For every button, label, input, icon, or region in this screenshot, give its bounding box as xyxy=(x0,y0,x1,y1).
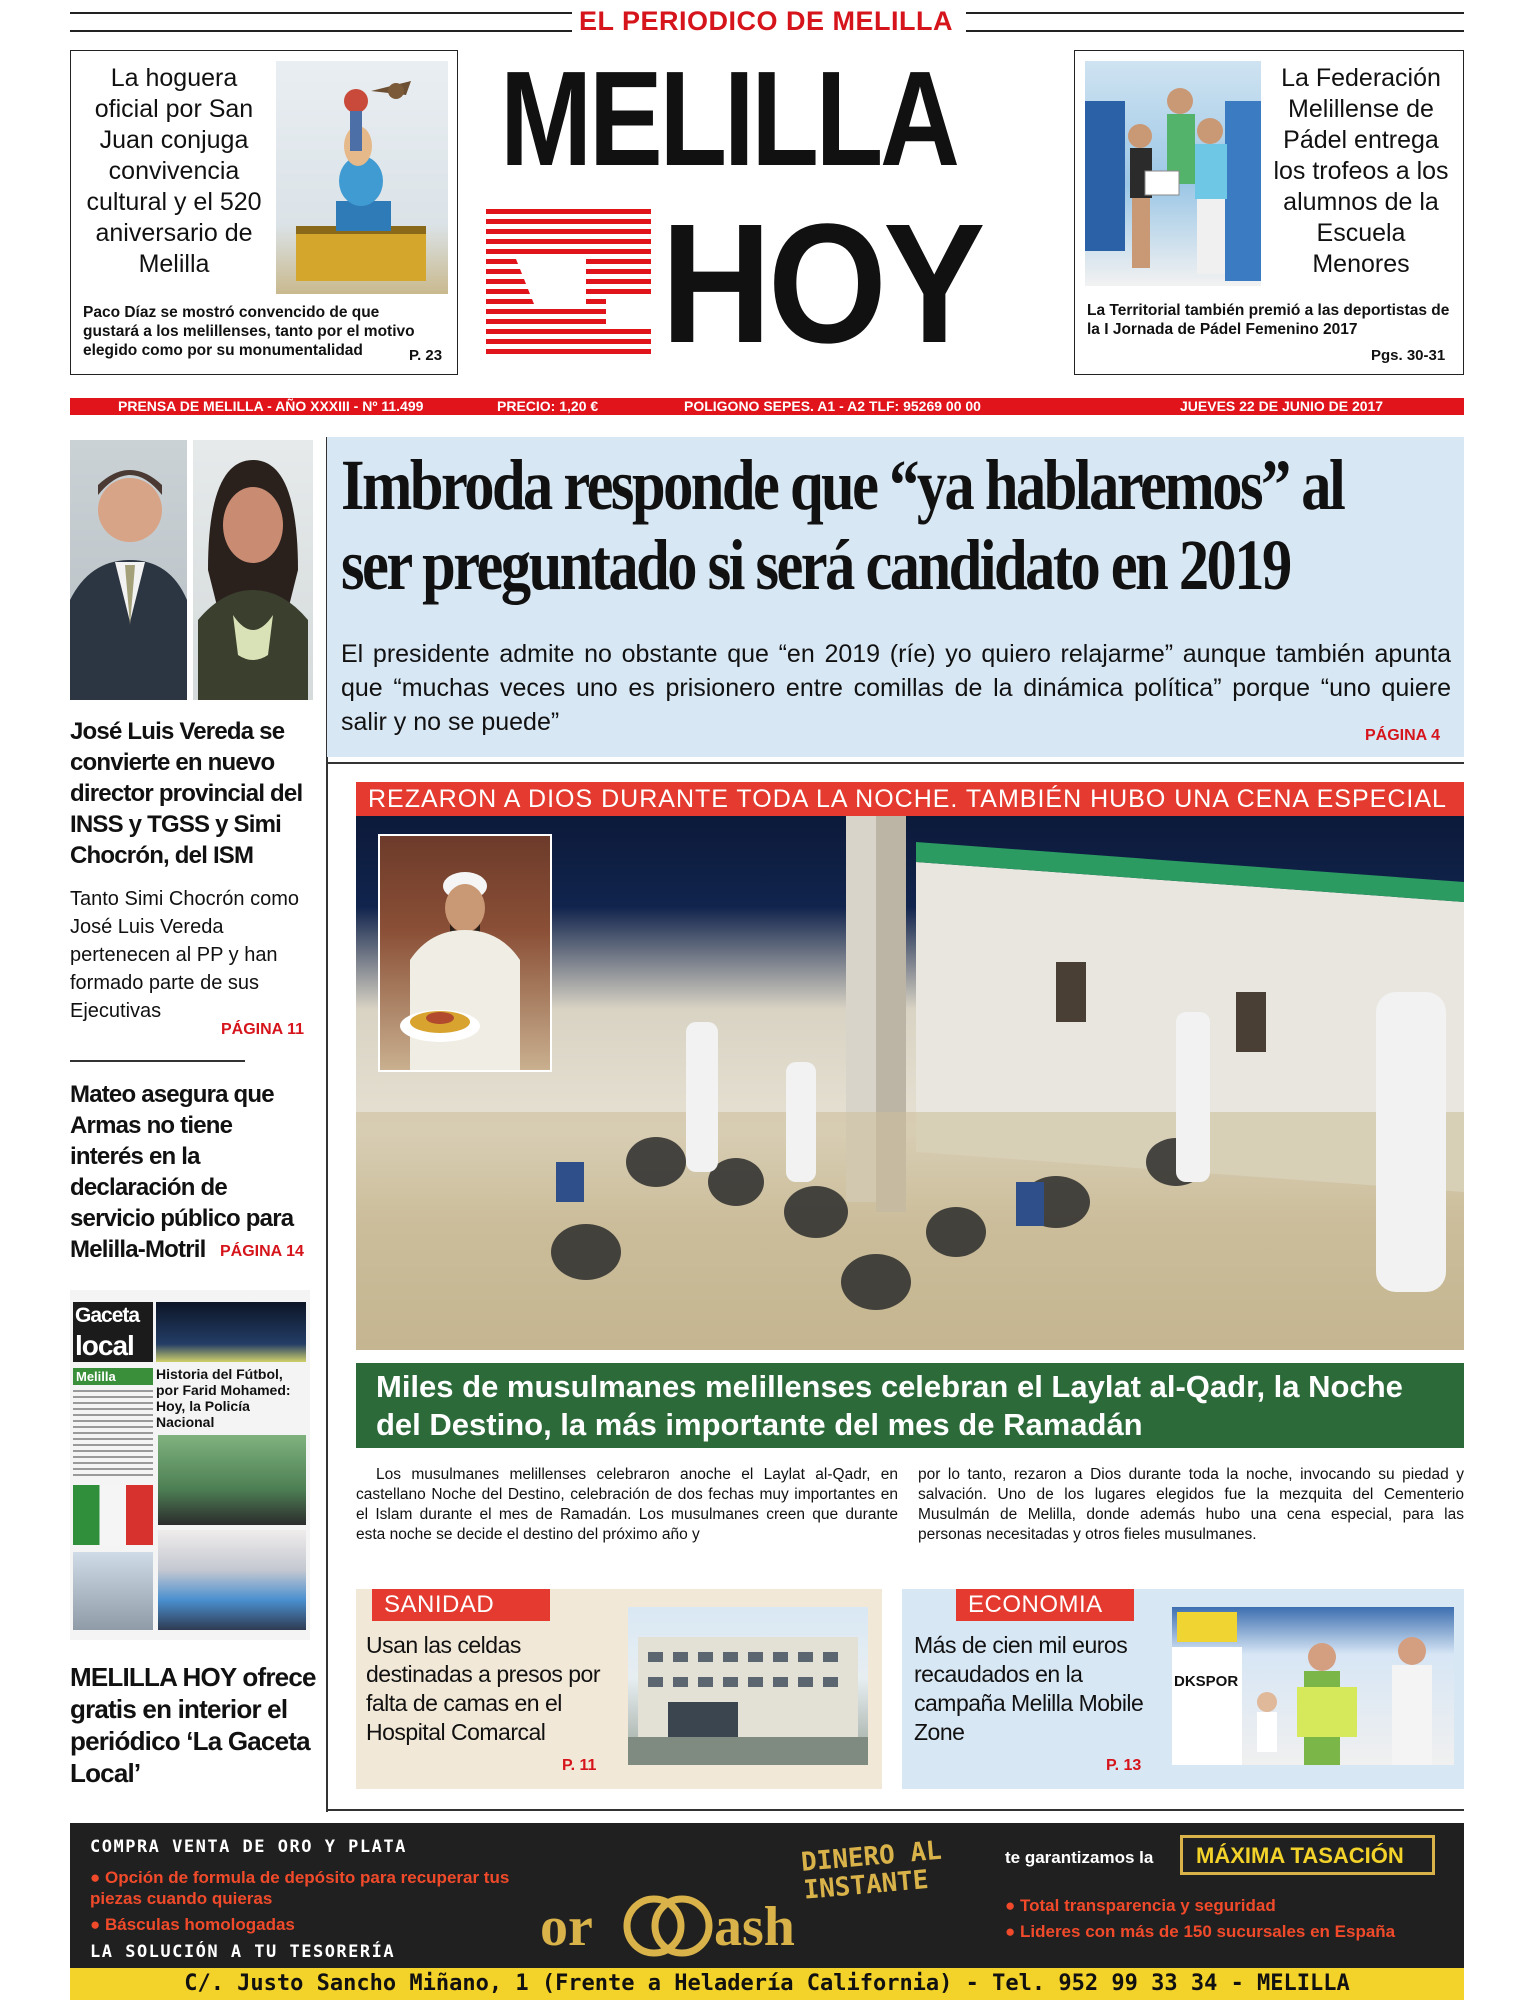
ad-guarantee: te garantizamos la xyxy=(1005,1848,1154,1867)
teaser-left-page: P. 23 xyxy=(409,347,443,364)
main-headline-line1: Imbroda responde que “ya hablaremos” al xyxy=(341,445,1344,525)
orocash-advertisement[interactable] xyxy=(70,1823,1464,2000)
vereda-photo xyxy=(70,440,187,700)
bullet-dot-icon: ● xyxy=(90,1868,105,1887)
sidebar-story1-headline[interactable]: José Luis Vereda se convierte en nuevo director provincial del INSS y TGSS y Simi Chocrón, del ISM xyxy=(70,718,303,869)
gaceta-name-bottom: local xyxy=(75,1330,134,1361)
bullet-dot-icon: ● xyxy=(1005,1922,1020,1941)
economia-story[interactable] xyxy=(902,1589,1464,1789)
ad-bullet3-text: Total transparencia y seguridad xyxy=(1020,1896,1276,1915)
gaceta-night-photo xyxy=(156,1302,306,1362)
tagline: EL PERIODICO DE MELILLA xyxy=(578,6,954,36)
hospital-building-icon xyxy=(628,1607,868,1765)
gaceta-melilla-label: Melilla xyxy=(73,1368,153,1385)
ad-line2: LA SOLUCIÓN A TU TESORERÍA xyxy=(90,1942,396,1962)
feature-headline[interactable]: Miles de musulmanes melillenses celebran el Laylat al-Qadr, la Noche del Destino, la más importante del mes de Ramadán xyxy=(356,1363,1464,1448)
ad-bullet2 xyxy=(90,1914,295,1935)
teaser-left-subtitle: Paco Díaz se mostró convencido de que gustará a los melillenses, tanto por el motivo elegido como por su monumentalidad xyxy=(83,304,415,359)
sidebar-rule-1 xyxy=(70,1060,245,1062)
feature-body-col2: por lo tanto, rezaron a Dios durante toda la noche, invocando su piedad y salvación. Uno de los lugares elegidos fue la mezquita del Cementerio Musulmán de Melilla, donde además hubo una cena especial, para las personas necesitadas y otros fieles musulmanes. xyxy=(918,1466,1464,1543)
feature-kicker: REZARON A DIOS DURANTE TODA LA NOCHE. TAMBIÉN HUBO UNA CENA ESPECIAL xyxy=(356,782,1464,816)
ad-logo-left: or xyxy=(540,1896,593,1958)
man-portrait-icon xyxy=(70,440,187,700)
gaceta-flag-photo xyxy=(73,1485,153,1545)
imam-inset-photo xyxy=(378,834,552,1072)
bonfire-photo xyxy=(276,61,448,294)
economia-kicker: ECONOMIA xyxy=(956,1589,1134,1621)
masthead[interactable] xyxy=(486,43,1046,379)
sanidad-story[interactable] xyxy=(356,1589,882,1789)
sanidad-page: P. 11 xyxy=(562,1757,597,1774)
ad-slogan: DINERO AL INSTANTE xyxy=(799,1835,943,1906)
woman-portrait-icon xyxy=(193,440,313,700)
masthead-stripes-icon xyxy=(486,209,651,359)
sidebar-story1-page: PÁGINA 11 xyxy=(221,1021,304,1038)
teaser-right-title: La Federación Melillense de Pádel entrega los trofeos a los alumnos de la Escuela Menores xyxy=(1273,64,1449,278)
sanidad-title: Usan las celdas destinadas a presos por falta de camas en el Hospital Comarcal xyxy=(366,1632,600,1745)
gaceta-local-thumbnail[interactable] xyxy=(70,1290,310,1640)
info-bar xyxy=(70,398,1464,415)
teaser-left[interactable] xyxy=(70,50,458,375)
main-headline xyxy=(341,445,1344,605)
economia-title: Más de cien mil euros recaudados en la campaña Melilla Mobile Zone xyxy=(914,1632,1144,1745)
teaser-right-page: Pgs. 30-31 xyxy=(1371,347,1446,364)
headline-bottom-rule xyxy=(327,762,1464,764)
gaceta-text-lines xyxy=(73,1390,153,1480)
edition-info: PRENSA DE MELILLA - AÑO XXXIII - Nº 11.499 xyxy=(118,398,424,414)
ad-top-rule xyxy=(327,1809,1464,1811)
sidebar-story1-body: Tanto Simi Chocrón como José Luis Vereda pertenecen al PP y han formado parte de sus Ejecutivas xyxy=(70,888,299,1022)
sanidad-kicker: SANIDAD xyxy=(372,1589,550,1621)
teaser-right[interactable] xyxy=(1074,50,1464,375)
ad-bullet2-text: Básculas homologadas xyxy=(105,1915,295,1934)
economia-page: P. 13 xyxy=(1106,1757,1142,1774)
main-headline-line2: ser preguntado si será candidato en 2019 xyxy=(341,525,1290,605)
feature-body-col1: Los musulmanes melillenses celebraron anoche el Laylat al-Qadr, en castellano Noche del Destino, celebración de dos fechas muy importantes en el Islam durante el mes de Ramadán. Los musulmanes creen que durante esta noche se decide el destino del próximo año y xyxy=(356,1466,898,1543)
masthead-hoy: HOY xyxy=(661,189,982,379)
mobile-zone-photo xyxy=(1172,1607,1454,1765)
padel-players-icon xyxy=(1085,61,1261,286)
main-page-ref: PÁGINA 4 xyxy=(1365,727,1440,744)
main-deck: El presidente admite no obstante que “en 2019 (ríe) yo quiero relajarme” aunque también apunta que “muchas veces uno es prisionero entre comillas de la dinámica política” porque “uno quiere salir y no se puede” xyxy=(341,640,1451,736)
bullet-dot-icon: ● xyxy=(1005,1896,1020,1915)
sidebar-story3-headline[interactable]: MELILLA HOY ofrece gratis en interior el periódico ‘La Gaceta Local’ xyxy=(70,1662,316,1788)
man-with-plate-icon xyxy=(380,836,550,1070)
teaser-right-subtitle: La Territorial también premió a las deportistas de la I Jornada de Pádel Femenino 2017 xyxy=(1087,302,1450,338)
ad-bullet4-text: Lideres con más de 150 sucursales en España xyxy=(1020,1922,1396,1941)
chocron-photo xyxy=(193,440,313,700)
address-info: POLIGONO SEPES. A1 - A2 TLF: 95269 00 00 xyxy=(684,398,981,414)
ad-bullet3 xyxy=(1005,1895,1276,1916)
gaceta-name-top: Gaceta xyxy=(75,1304,140,1327)
sidebar-story2-page: PÁGINA 14 xyxy=(220,1243,304,1260)
gaceta-team-photo-2 xyxy=(158,1530,306,1630)
padel-photo xyxy=(1085,61,1261,286)
hospital-photo xyxy=(628,1607,868,1765)
orocash-rings-icon xyxy=(622,1893,714,1959)
teaser-left-title: La hoguera oficial por San Juan conjuga convivencia cultural y el 520 aniversario de Melilla xyxy=(86,64,262,278)
masthead-melilla: MELILLA xyxy=(500,43,957,194)
ad-logo-right: ash xyxy=(714,1896,795,1958)
ad-line1: COMPRA VENTA DE ORO Y PLATA xyxy=(90,1837,407,1857)
gaceta-headline: Historia del Fútbol, por Farid Mohamed: Hoy, la Policía Nacional xyxy=(156,1366,291,1430)
mobile-zone-sign: DKSPOR xyxy=(1174,1673,1239,1690)
sidebar-story2-headline[interactable]: Mateo asegura que Armas no tiene interés en la declaración de servicio público para Melilla-Motril xyxy=(70,1081,294,1263)
gaceta-team-photo xyxy=(158,1435,306,1525)
ad-bullet1 xyxy=(90,1867,520,1909)
bullet-dot-icon: ● xyxy=(90,1915,105,1934)
ad-max: MÁXIMA TASACIÓN xyxy=(1196,1843,1404,1868)
main-story[interactable] xyxy=(327,437,1464,757)
ad-bullet1-text: Opción de formula de depósito para recuperar tus piezas cuando quieras xyxy=(90,1868,510,1908)
ad-bullet4 xyxy=(1005,1921,1435,1942)
bonfire-sculpture-icon xyxy=(276,61,448,294)
ad-address: C/. Justo Sancho Miñano, 1 (Frente a Heladería California) - Tel. 952 99 33 34 - MELILLA xyxy=(70,1968,1464,2000)
date-info: JUEVES 22 DE JUNIO DE 2017 xyxy=(1180,398,1384,414)
price-info: PRECIO: 1,20 € xyxy=(497,398,599,414)
gaceta-crosses-photo xyxy=(73,1552,153,1630)
